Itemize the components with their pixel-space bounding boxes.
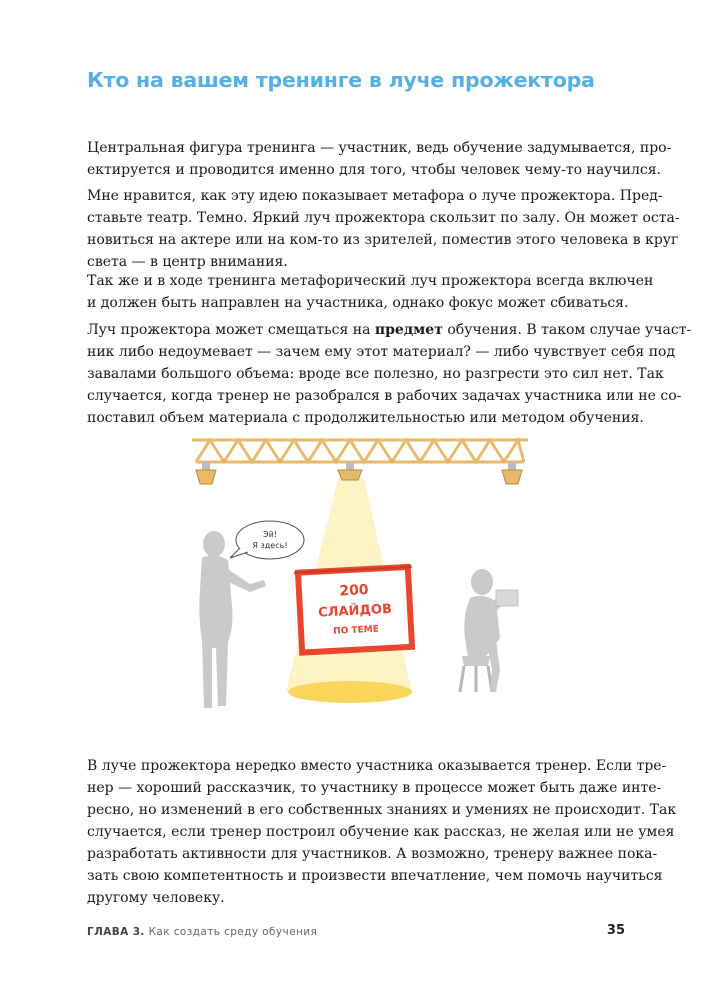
- paragraph-line: разработать активности для участников. А возможно, тренеру важнее пока-: [87, 846, 658, 862]
- paragraph-5: [87, 755, 677, 909]
- paragraph-line: случается, если тренер построил обучение как рассказ, не желая или не умея: [87, 824, 675, 840]
- section-heading: Кто на вашем тренинге в луче прожектора: [87, 68, 595, 92]
- paragraph-4: [87, 319, 692, 429]
- paragraph-line: завалами большого объема: вроде все полезно, но разгрести это сил нет. Так: [87, 366, 664, 382]
- paragraph-line: зать свою компетентность и произвести впечатление, чем помочь научиться: [87, 868, 663, 884]
- paragraph-line: Центральная фигура тренинга — участник, ведь обучение задумывается, про-: [87, 140, 672, 156]
- speech-bubble: [230, 521, 304, 559]
- paragraph-line: [87, 319, 692, 341]
- paragraph-line: Так же и в ходе тренинга метафорический луч прожектора всегда включен: [87, 273, 654, 289]
- paragraph-line: поставил объем материала с продолжительностью или методом обучения.: [87, 410, 644, 426]
- speech-text-line1: Эй!: [263, 530, 277, 539]
- paragraph-1: [87, 137, 672, 181]
- page-number: 35: [606, 923, 625, 938]
- bold-term: предмет: [374, 322, 443, 338]
- poster-number: 200: [338, 582, 370, 600]
- paragraph-2: [87, 185, 680, 273]
- lamp-center: [338, 462, 362, 480]
- stage-truss: [192, 440, 528, 462]
- paragraph-line: новиться на актере или на ком-то из зрителей, поместив этого человека в круг: [87, 232, 679, 248]
- participant-figure: [460, 569, 518, 692]
- paragraph-line: ник либо недоумевает — зачем ему этот материал? — либо чувствует себя под: [87, 344, 676, 360]
- poster-word: СЛАЙДОВ: [317, 601, 393, 621]
- paragraph-line: ресно, но изменений в его собственных знаниях и умениях не происходит. Так: [87, 802, 677, 818]
- paragraph-line: ставьте театр. Темно. Яркий луч прожектора скользит по залу. Он может оста-: [87, 210, 680, 226]
- paragraph-line: ектируется и проводится именно для того, чтобы человек чему-то научился.: [87, 162, 661, 178]
- paragraph-line: другому человеку.: [87, 890, 225, 906]
- text-run: обучения. В таком случае участ-: [442, 322, 692, 338]
- poster-subtitle: ПО ТЕМЕ: [333, 624, 380, 637]
- text-run: Луч прожектора может смещаться на: [87, 322, 375, 338]
- lamp-right: [502, 462, 522, 484]
- lamp-left: [196, 462, 216, 484]
- paragraph-line: случается, когда тренер не разобрался в рабочих задачах участника или не со-: [87, 388, 682, 404]
- footer-chapter: [87, 926, 317, 938]
- slides-poster: [294, 567, 416, 653]
- chapter-title: Как создать среду обучения: [148, 926, 318, 938]
- spotlight-illustration: [190, 430, 530, 726]
- paragraph-line: В луче прожектора нередко вместо участника оказывается тренер. Если тре-: [87, 758, 667, 774]
- chapter-label: ГЛАВА 3.: [87, 926, 145, 938]
- paragraph-line: света — в центр внимания.: [87, 254, 288, 270]
- paragraph-3: [87, 270, 654, 314]
- speech-text-line2: Я здесь!: [252, 541, 288, 550]
- paragraph-line: Мне нравится, как эту идею показывает метафора о луче прожектора. Пред-: [87, 188, 663, 204]
- spotlight-circle: [288, 681, 412, 703]
- paragraph-line: и должен быть направлен на участника, однако фокус может сбиваться.: [87, 295, 629, 311]
- paragraph-line: нер — хороший рассказчик, то участнику в процессе может быть даже инте-: [87, 780, 662, 796]
